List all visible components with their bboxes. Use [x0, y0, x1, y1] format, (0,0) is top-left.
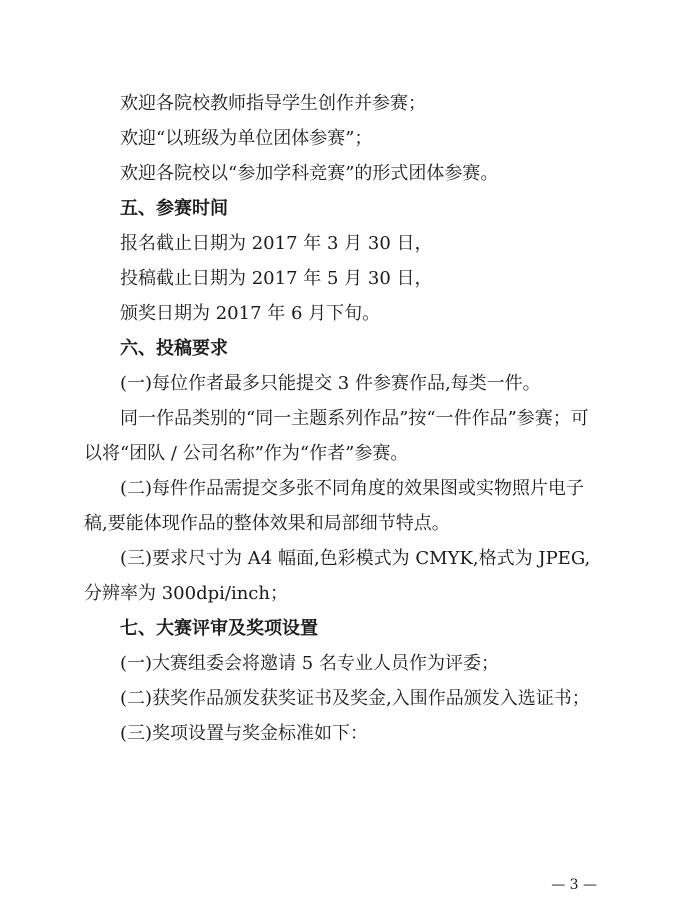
paragraph-line: (一)大赛组委会将邀请 5 名专业人员作为评委； — [120, 653, 499, 674]
paragraph-line: (二)每件作品需提交多张不同角度的效果图或实物照片电子 — [120, 478, 585, 499]
paragraph-line: (一)每位作者最多只能提交 3 件参赛作品,每类一件。 — [120, 373, 541, 394]
paragraph-line: 投稿截止日期为 2017 年 5 月 30 日， — [120, 268, 433, 289]
paragraph-line: 颁奖日期为 2017 年 6 月下旬。 — [120, 303, 381, 324]
paragraph-line: (三)要求尺寸为 A4 幅面,色彩模式为 CMYK,格式为 JPEG, — [120, 548, 591, 569]
paragraph-line: 分辨率为 300dpi/inch； — [84, 583, 288, 604]
paragraph-line: 稿,要能体现作品的整体效果和局部细节特点。 — [84, 513, 450, 534]
section-heading-6: 六、投稿要求 — [120, 338, 228, 359]
paragraph-line: (三)奖项设置与奖金标准如下： — [120, 723, 369, 744]
paragraph-line: 以将“团队 / 公司名称”作为“作者”参赛。 — [84, 443, 409, 464]
paragraph-line: 报名截止日期为 2017 年 3 月 30 日， — [120, 233, 433, 254]
paragraph-line: (二)获奖作品颁发获奖证书及奖金,入围作品颁发入选证书； — [120, 688, 590, 709]
section-heading-7: 七、大赛评审及奖项设置 — [120, 618, 318, 639]
paragraph-line: 欢迎各院校以“参加学科竞赛”的形式团体参赛。 — [120, 163, 499, 184]
paragraph-line: 同一作品类别的“同一主题系列作品”按“一件作品”参赛；可 — [120, 408, 589, 429]
paragraph-line: 欢迎各院校教师指导学生创作并参赛； — [120, 93, 426, 114]
section-heading-5: 五、参赛时间 — [120, 198, 228, 219]
page-number: — 3 — — [551, 877, 597, 893]
document-body — [84, 86, 606, 751]
paragraph-line: 欢迎“以班级为单位团体参赛”； — [120, 128, 373, 149]
